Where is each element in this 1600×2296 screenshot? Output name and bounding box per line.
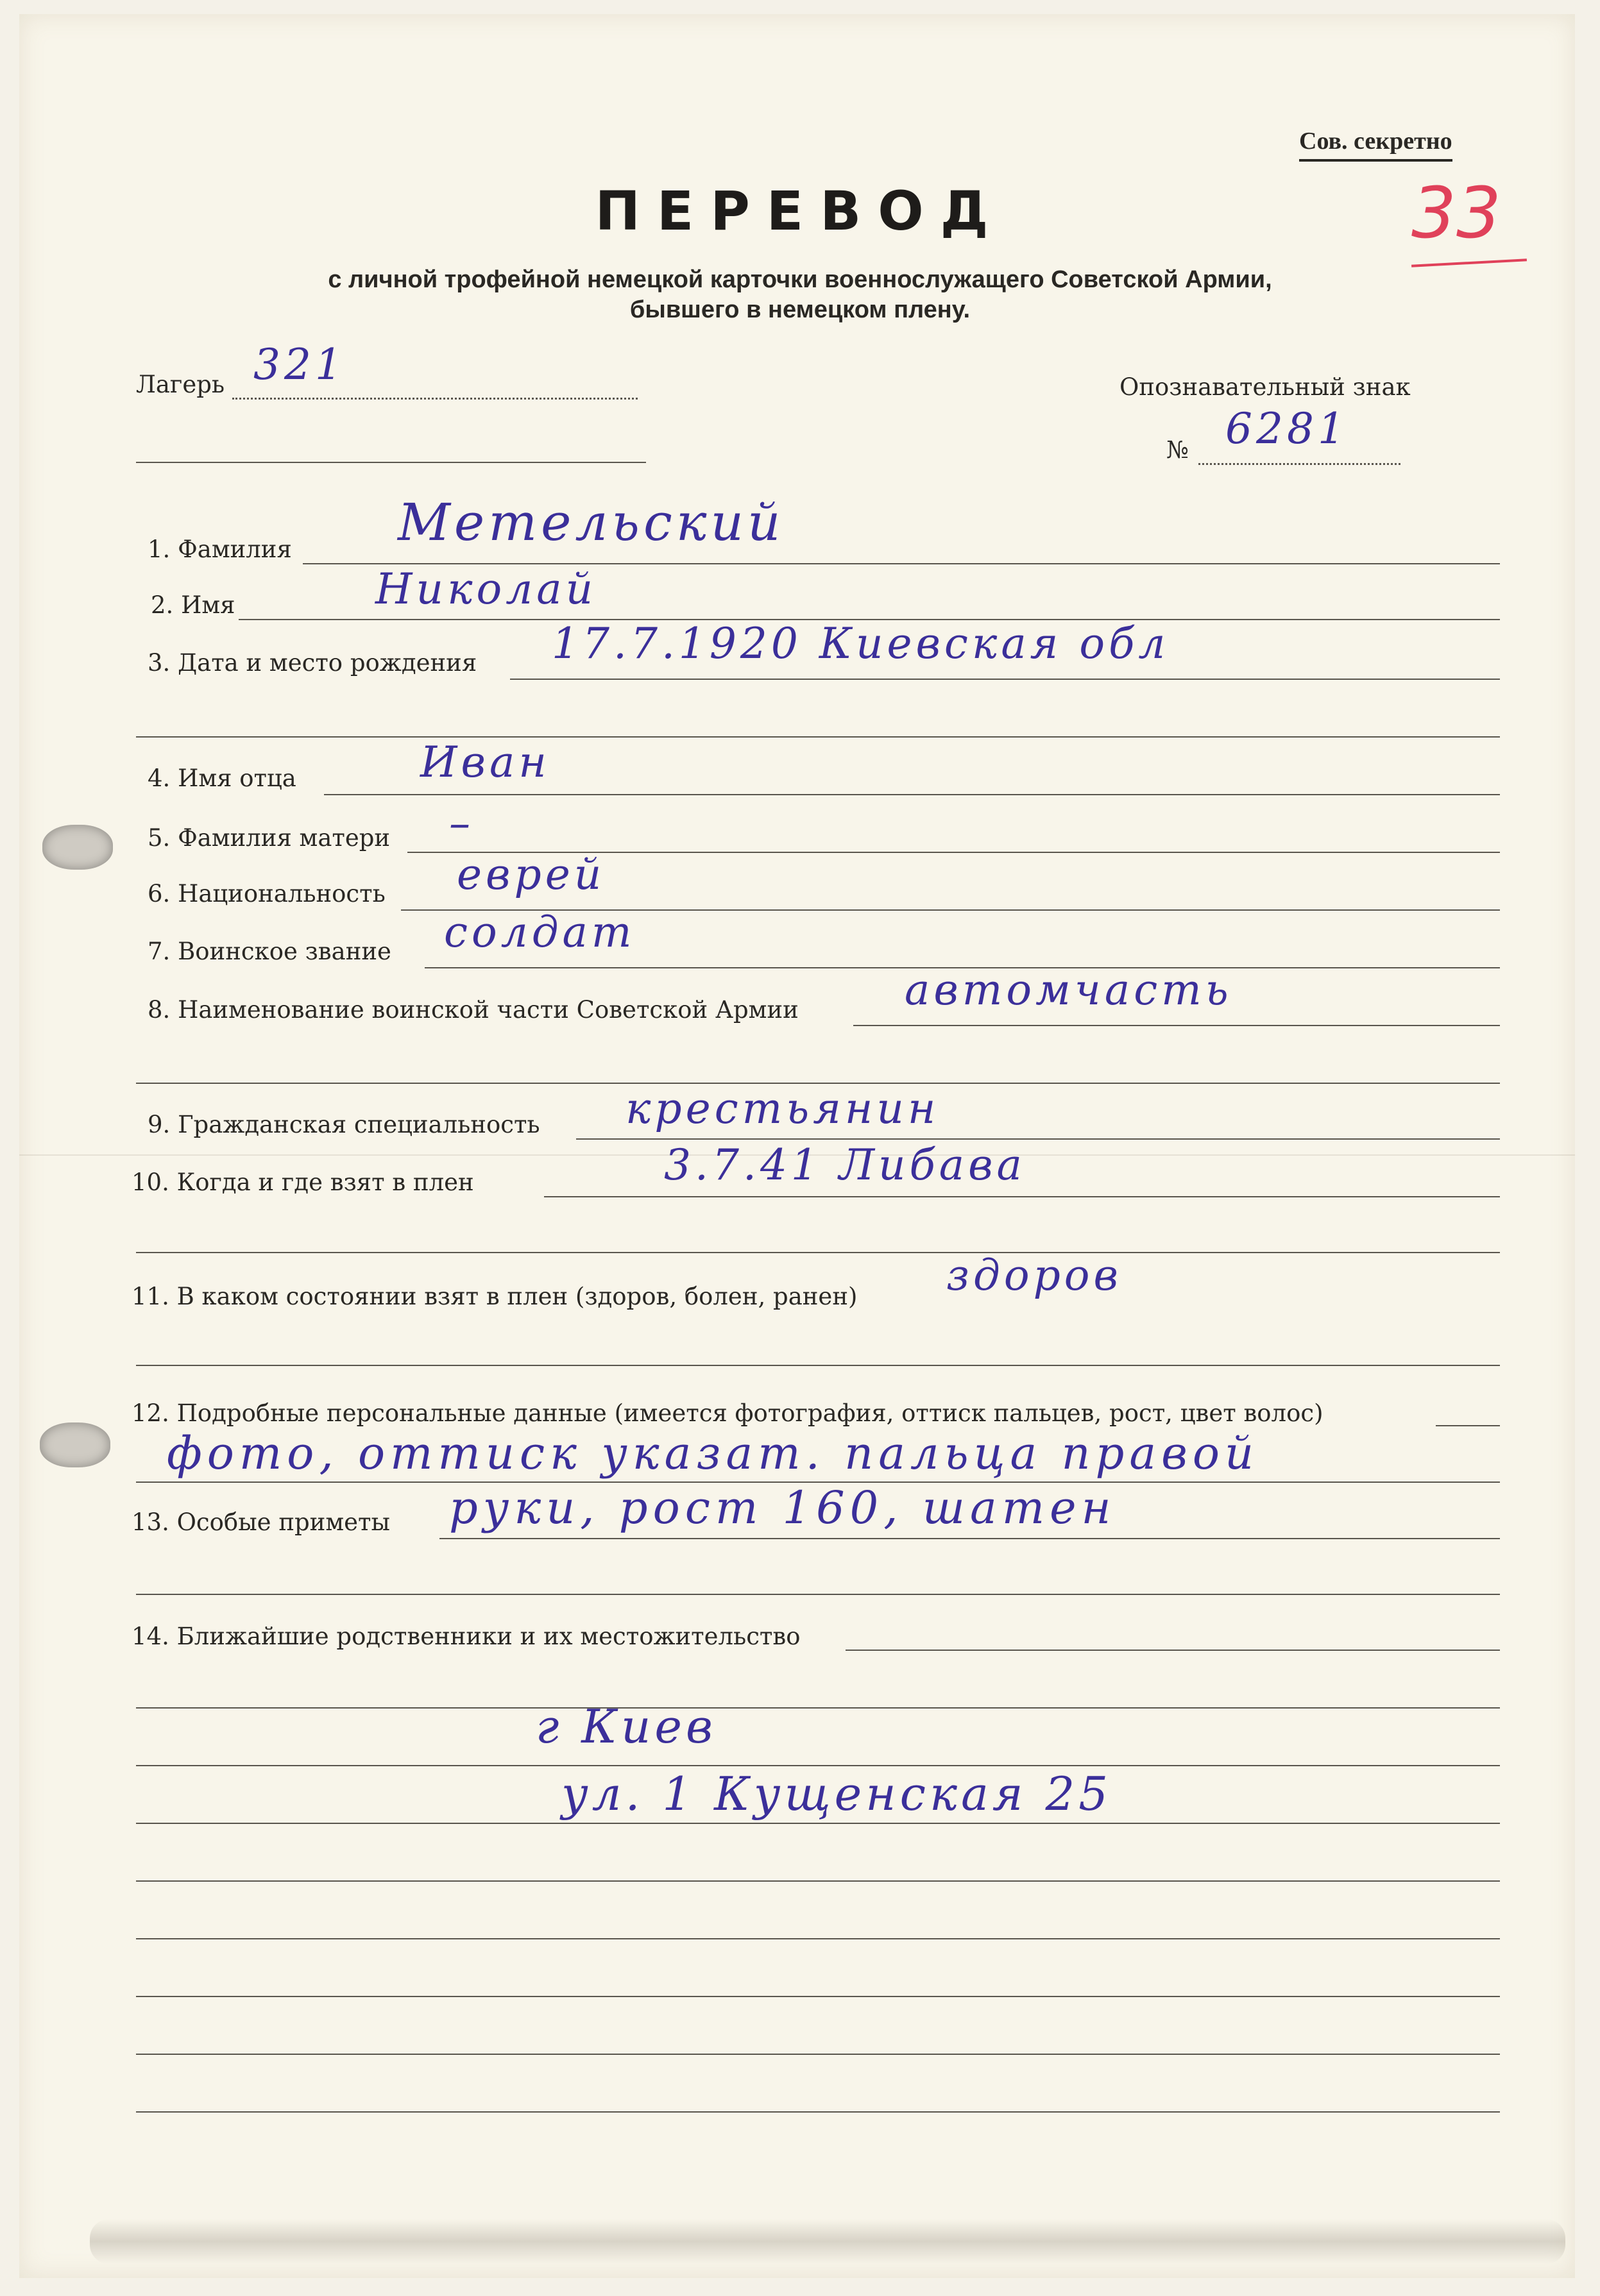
- document-subtitle-2: бывшего в немецком плену.: [629, 296, 971, 323]
- field-13-extra-line: [136, 1594, 1500, 1595]
- field-7-label: 7. Воинское звание: [148, 938, 391, 965]
- field-1-value: Метельский: [398, 493, 785, 552]
- field-9-value: крестьянин: [626, 1084, 940, 1133]
- field-13-label: 13. Особые приметы: [132, 1508, 390, 1536]
- field-10-line: [544, 1196, 1500, 1197]
- relatives-city: г Киев: [536, 1700, 717, 1753]
- punch-hole-bottom: [40, 1422, 110, 1467]
- field-2-label: 2. Имя: [151, 591, 235, 619]
- field-10-value: 3.7.41 Либава: [664, 1140, 1026, 1190]
- field-8-line: [853, 1025, 1500, 1026]
- relatives-line-1: [136, 1707, 1500, 1709]
- field-5-value: –: [449, 798, 474, 848]
- field-4-line: [324, 794, 1500, 795]
- field-6-label: 6. Национальность: [148, 880, 386, 907]
- relatives-street: ул. 1 Кущенская 25: [561, 1767, 1112, 1821]
- classification-stamp: Сов. секретно: [1299, 127, 1452, 162]
- field-11-line: [136, 1365, 1500, 1366]
- field-9-line: [576, 1138, 1500, 1140]
- id-tag-no: №: [1166, 436, 1189, 464]
- field-7-value: солдат: [444, 907, 636, 957]
- field-6-value: еврей: [457, 850, 606, 899]
- document-title: ПЕРЕВОД: [595, 180, 1005, 242]
- field-10-extra-line: [136, 1252, 1500, 1253]
- field-5-label: 5. Фамилия матери: [148, 824, 391, 852]
- document-subtitle-1: с личной трофейной немецкой карточки военнослужащего Советской Армии,: [328, 266, 1272, 293]
- relatives-line-2: [136, 1765, 1500, 1766]
- field-12-value: фото, оттиск указат. пальца правой: [167, 1427, 1259, 1480]
- relatives-line-7: [136, 2054, 1500, 2055]
- field-11-label: 11. В каком состоянии взят в плен (здоров, болен, ранен): [132, 1283, 858, 1310]
- field-3-line: [510, 679, 1500, 680]
- paper-tear: [90, 2219, 1565, 2264]
- field-9-label: 9. Гражданская специальность: [148, 1111, 540, 1138]
- relatives-line-8: [136, 2111, 1500, 2113]
- field-8-value: автомчасть: [905, 965, 1232, 1015]
- field-13-value: руки, рост 160, шатен: [449, 1481, 1116, 1534]
- camp-line: [232, 398, 638, 400]
- id-tag-value: 6281: [1225, 404, 1349, 453]
- camp-value: 321: [253, 340, 346, 389]
- camp-label: Лагерь: [136, 371, 225, 398]
- id-tag-label: Опознавательный знак: [1119, 373, 1411, 401]
- field-3-value: 17.7.1920 Киевская обл: [552, 619, 1170, 668]
- field-1-label: 1. Фамилия: [148, 536, 292, 563]
- field-14-label: 14. Ближайшие родственники и их местожительство: [132, 1623, 801, 1650]
- field-2-value: Николай: [375, 564, 597, 614]
- field-3-label: 3. Дата и место рождения: [148, 649, 477, 677]
- relatives-line-5: [136, 1938, 1500, 1939]
- sheet-number: 33: [1411, 172, 1501, 254]
- field-8-label: 8. Наименование воинской части Советской Армии: [148, 996, 799, 1024]
- field-14-line: [846, 1650, 1500, 1651]
- relatives-line-6: [136, 1996, 1500, 1997]
- field-4-value: Иван: [420, 738, 550, 787]
- camp-extra-line: [136, 462, 646, 463]
- field-11-value: здоров: [946, 1251, 1122, 1300]
- field-12-line: [1436, 1425, 1500, 1426]
- field-3-extra-line: [136, 736, 1500, 738]
- punch-hole-top: [42, 825, 113, 870]
- id-tag-line: [1198, 463, 1400, 465]
- field-10-label: 10. Когда и где взят в плен: [132, 1169, 474, 1196]
- field-13-line: [439, 1538, 1500, 1539]
- relatives-line-3: [136, 1823, 1500, 1824]
- field-4-label: 4. Имя отца: [148, 764, 296, 792]
- field-12-label: 12. Подробные персональные данные (имеется фотография, оттиск пальцев, рост, цвет волос): [132, 1399, 1323, 1427]
- relatives-line-4: [136, 1880, 1500, 1882]
